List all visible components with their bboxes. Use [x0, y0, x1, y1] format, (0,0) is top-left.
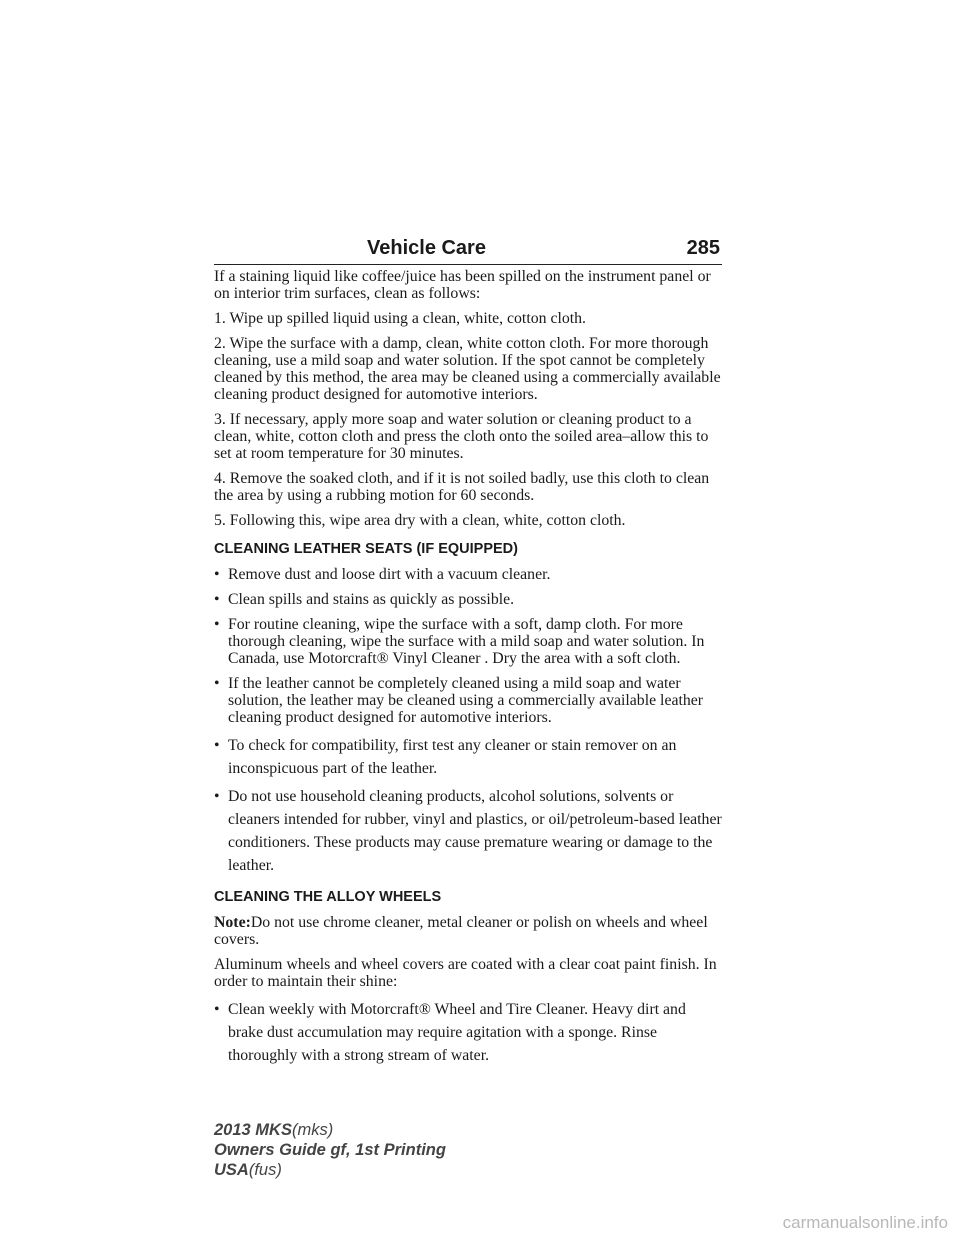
bullet-icon: •: [214, 737, 220, 754]
bullet-text: Clean weekly with Motorcraft® Wheel and Tire Cleaner. Heavy dirt and brake dust accumulation may require agitation with a sponge. Rinse thoroughly with a strong stream of water.: [228, 1001, 686, 1064]
bullet-icon: •: [214, 675, 220, 692]
section-title: Vehicle Care: [367, 237, 486, 259]
wheels-intro: Aluminum wheels and wheel covers are coated with a clear coat paint finish. In order to maintain their shine:: [214, 956, 717, 990]
step-5: 5. Following this, wipe area dry with a clean, white, cotton cloth.: [214, 512, 626, 529]
bullet-icon: •: [214, 566, 220, 583]
leather-bullet-4: [214, 675, 722, 726]
footer-model-line: [214, 1120, 446, 1140]
step-3: 3. If necessary, apply more soap and water solution or cleaning product to a clean, white, cotton cloth and press the cloth onto the soiled area–allow this to set at room temperature for 30 minutes.: [214, 411, 709, 462]
watermark: carmanualsonline.info: [782, 1213, 948, 1232]
bullet-icon: •: [214, 591, 220, 608]
footer-guide: Owners Guide gf, 1st Printing: [214, 1141, 446, 1159]
leather-bullet-2: [214, 591, 722, 608]
footer-model: 2013 MKS: [214, 1121, 292, 1139]
wheels-bullet-list: [214, 998, 722, 1067]
leather-bullet-1: [214, 566, 722, 583]
footer-region-line: [214, 1160, 446, 1180]
bullet-icon: •: [214, 616, 220, 633]
bullet-text: For routine cleaning, wipe the surface with a soft, damp cloth. For more thorough cleaning, wipe the surface with a mild soap and water solution. In Canada, use Motorcraft® Vinyl Cleaner . Dry the area with a soft cloth.: [228, 616, 705, 667]
footer-model-code: (mks): [291, 1121, 334, 1139]
intro-paragraph: If a staining liquid like coffee/juice has been spilled on the instrument panel or on interior trim surfaces, clean as follows:: [214, 268, 711, 302]
bullet-icon: •: [214, 788, 220, 805]
page-content: [214, 268, 722, 1072]
leather-bullet-list: [214, 566, 722, 877]
leather-bullet-6: [214, 785, 722, 877]
page-header: [214, 237, 722, 263]
bullet-text: If the leather cannot be completely cleaned using a mild soap and water solution, the leather may be cleaned using a commercially available leather cleaning product designed for automotive interiors.: [228, 675, 704, 726]
header-rule: [214, 264, 722, 265]
step-2: 2. Wipe the surface with a damp, clean, white cotton cloth. For more thorough cleaning, use a mild soap and water solution. If the spot cannot be completely cleaned by this method, the area may be cleaned using a commercially available cleaning product designed for automotive interiors.: [214, 335, 721, 403]
bullet-text: Remove dust and loose dirt with a vacuum cleaner.: [228, 566, 551, 583]
wheels-heading: CLEANING THE ALLOY WHEELS: [214, 889, 442, 905]
leather-bullet-3: [214, 616, 722, 667]
bullet-icon: •: [214, 1001, 220, 1018]
bullet-text: Do not use household cleaning products, alcohol solutions, solvents or cleaners intended for rubber, vinyl and plastics, or oil/petroleum-based leather conditioners. These products may cause premature wearing or damage to the leather.: [228, 788, 722, 874]
note-label: Note:: [214, 914, 251, 931]
note-text: Do not use chrome cleaner, metal cleaner or polish on wheels and wheel covers.: [214, 914, 708, 948]
bullet-text: Clean spills and stains as quickly as possible.: [228, 591, 515, 608]
footer-region: USA: [214, 1161, 249, 1179]
note-paragraph: [214, 914, 722, 948]
document-footer: [214, 1120, 446, 1180]
leather-bullet-5: [214, 734, 722, 780]
step-4: 4. Remove the soaked cloth, and if it is not soiled badly, use this cloth to clean the area by using a rubbing motion for 60 seconds.: [214, 470, 710, 504]
bullet-text: To check for compatibility, first test any cleaner or stain remover on an inconspicuous part of the leather.: [228, 737, 677, 777]
footer-guide-line: [214, 1140, 446, 1160]
page-number: 285: [686, 237, 720, 259]
leather-heading: CLEANING LEATHER SEATS (IF EQUIPPED): [214, 541, 518, 557]
wheels-bullet-1: [214, 998, 722, 1067]
step-1: 1. Wipe up spilled liquid using a clean, white, cotton cloth.: [214, 310, 586, 327]
footer-region-code: (fus): [248, 1161, 282, 1179]
